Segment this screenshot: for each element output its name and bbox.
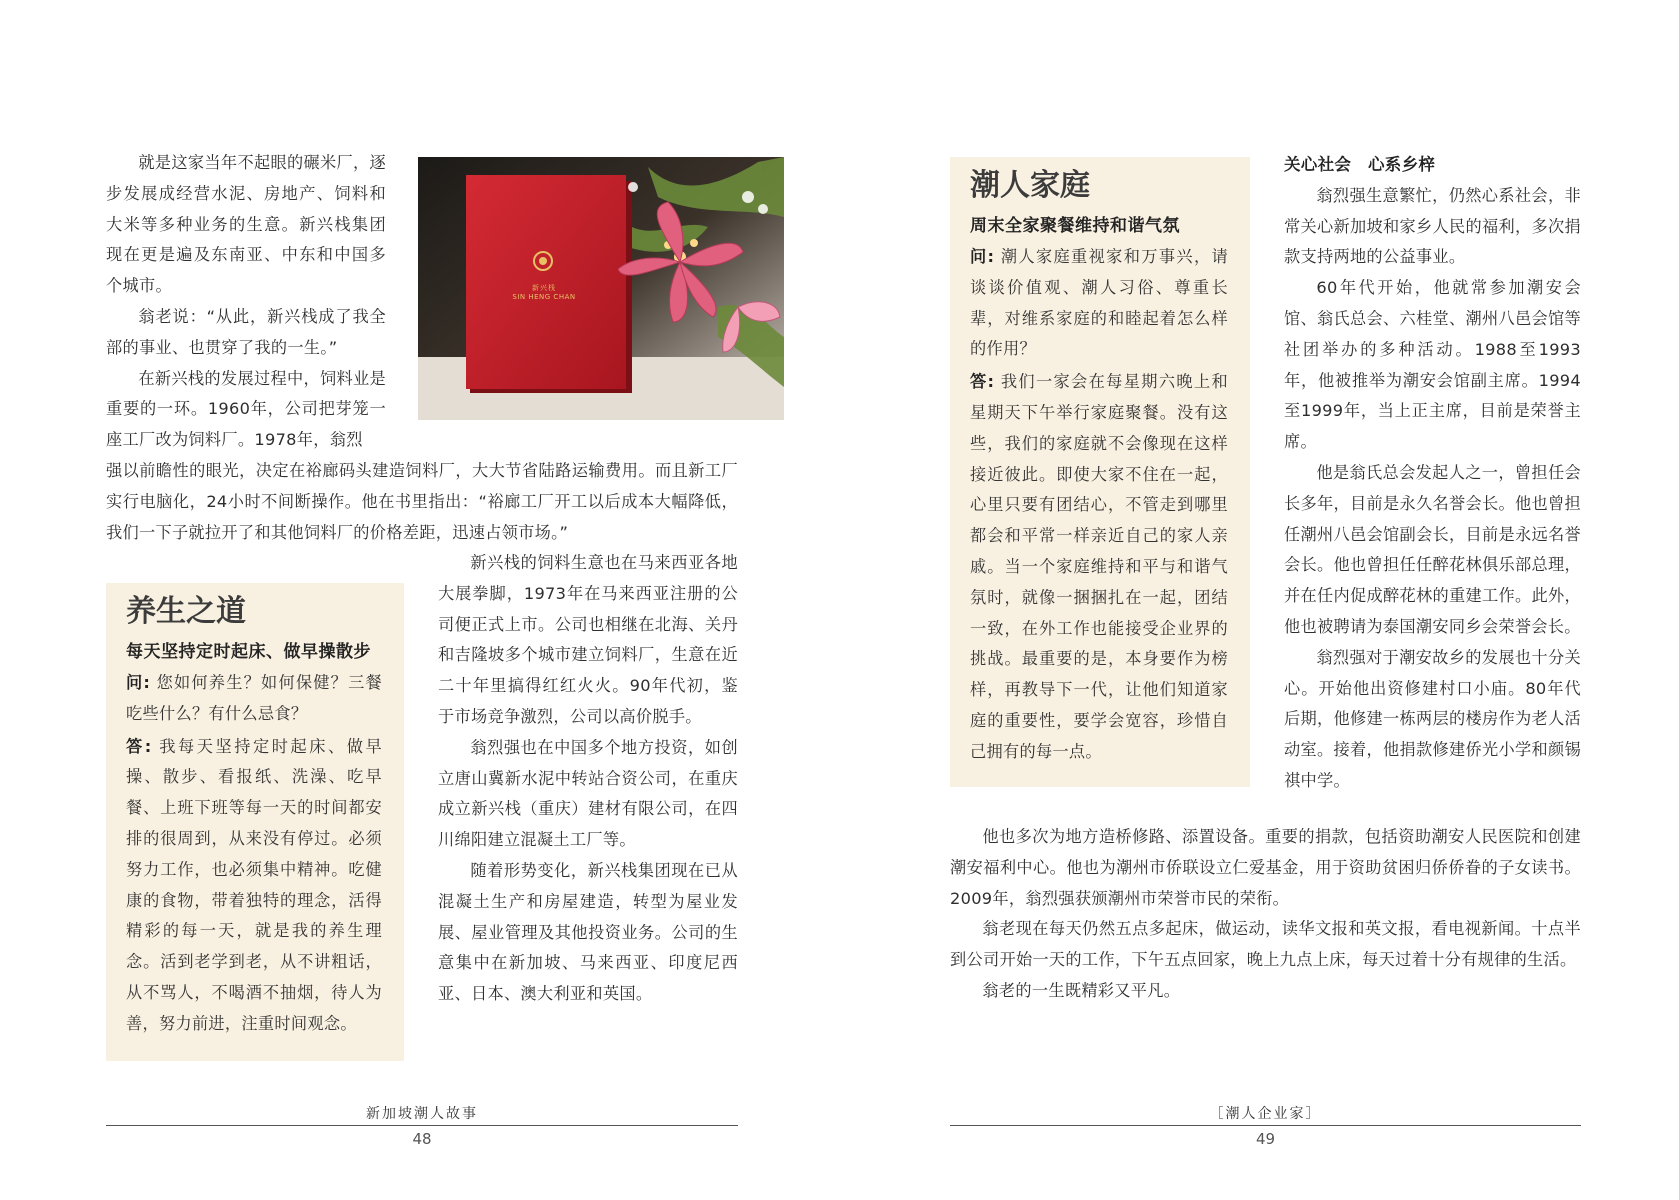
- paragraph: 随着形势变化，新兴栈集团现在已从混凝土生产和房屋建造，转型为屋业发展、屋业管理及其他投资业务。公司的生意集中在新加坡、马来西亚、印度尼西亚、日本、澳大利亚和英国。: [438, 860, 738, 1004]
- paragraph: 就是这家当年不起眼的碾米厂，逐步发展成经营水泥、房地产、饲料和大米等多种业务的生意。新兴栈集团现在更是遍及东南亚、中东和中国多个城市。: [106, 153, 386, 296]
- answer-label: 答:: [126, 736, 152, 756]
- paragraph: 翁老现在每天仍然五点多起床，做运动，读华文报和英文报，看电视新闻。十点半到公司开始一天的工作，下午五点回家，晚上九点上床，每天过着十分有规律的生活。: [950, 919, 1581, 970]
- paragraph: 他是翁氏总会发起人之一，曾担任会长多年，目前是永久名誉会长。他也曾担任潮州八邑会馆副会长，目前是永远名誉会长。他也曾担任任醉花林俱乐部总理，并在任内促成醉花林的重建工作。此外，他也被聘请为泰国潮安同乡会荣誉会长。: [1284, 462, 1581, 636]
- question-label: 问:: [970, 247, 995, 266]
- question-text: 潮人家庭重视家和万事兴，请谈谈价值观、潮人习俗、尊重长辈，对维系家庭的和睦起着怎么样的作用？: [970, 247, 1228, 359]
- answer: [970, 367, 1228, 767]
- section-heading: 关心社会 心系乡梓: [1284, 155, 1436, 174]
- book-brand-chinese: 新兴栈: [532, 284, 556, 292]
- question: [126, 668, 382, 730]
- left-wide-text: [106, 456, 738, 548]
- paragraph: 他也多次为地方造桥修路、添置设备。重要的捐款，包括资助潮安人民医院和创建潮安福利中心。他也为潮州市侨联设立仁爱基金，用于资助贫困归侨侨眷的子女读书。2009年，翁烈强获颁潮州市荣誉市民的荣衔。: [950, 827, 1581, 908]
- left-column-bottom-text: [438, 548, 738, 1010]
- photo-red-book-with-flowers: [418, 157, 784, 420]
- sidebar-body: [970, 242, 1228, 768]
- paragraph: 在新兴栈的发展过程中，饲料业是重要的一环。1960年，公司把芽笼一座工厂改为饲料厂。1978年，翁烈: [106, 368, 386, 450]
- answer: [126, 732, 382, 1040]
- left-page: [0, 0, 839, 1200]
- sidebar-subtitle: 周末全家聚餐维持和谐气氛: [970, 216, 1180, 236]
- paragraph: 翁烈强对于潮安故乡的发展也十分关心。开始他出资修建村口小庙。80年代后期，他修建一栋两层的楼房作为老人活动室。接着，他捐款修建侨光小学和颜锡祺中学。: [1284, 647, 1581, 790]
- sidebar-family: [950, 157, 1250, 787]
- footer-rule: [106, 1125, 738, 1126]
- right-column-text: [1284, 150, 1581, 797]
- answer-text: 我每天坚持定时起床、做早操、散步、看报纸、洗澡、吃早餐、上班下班等每一天的时间都安排的很周到，从来没有停过。必须努力工作，也必须集中精神。吃健康的食物，带着独特的理念，活得精彩的每一天，就是我的养生理念。活到老学到老，从不讲粗话，从不骂人，不喝酒不抽烟，待人为善，努力前进，注重时间观念。: [126, 736, 382, 1033]
- sidebar-title: 养生之道: [126, 594, 246, 629]
- question-text: 您如何养生？如何保健？三餐吃些什么？有什么忌食？: [126, 673, 382, 723]
- paragraph: 强以前瞻性的眼光，决定在裕廊码头建造饲料厂，大大节省陆路运输费用。而且新工厂实行电脑化，24小时不间断操作。他在书里指出：“裕廊工厂开工以后成本大幅降低，我们一下子就拉开了和其他饲料厂的价格差距，迅速占领市场。”: [106, 461, 738, 542]
- footer-rule: [950, 1125, 1581, 1126]
- sidebar-title: 潮人家庭: [970, 168, 1090, 203]
- right-wide-text: [950, 822, 1581, 1007]
- sidebar-body: [126, 668, 382, 1040]
- question: [970, 242, 1228, 365]
- paragraph: 新兴栈的饲料生意也在马来西亚各地大展拳脚，1973年在马来西亚注册的公司便正式上市。公司也相继在北海、关丹和吉隆坡多个城市建立饲料厂，生意在近二十年里搞得红红火火。90年代初，鉴于市场竞争激烈，公司以高价脱手。: [438, 553, 738, 726]
- running-footer-title: 新加坡潮人故事: [366, 1106, 478, 1122]
- answer-label: 答:: [970, 372, 995, 392]
- paragraph: 翁烈强生意繁忙，仍然心系社会，非常关心新加坡和家乡人民的福利，多次捐款支持两地的公益事业。: [1284, 185, 1581, 267]
- right-page: [840, 0, 1679, 1200]
- question-label: 问:: [126, 673, 151, 692]
- page-number: 49: [1255, 1130, 1276, 1148]
- paragraph: 翁老说：“从此，新兴栈成了我全部的事业、也贯穿了我的一生。”: [106, 306, 386, 357]
- book-brand-english: SIN HENG CHAN: [512, 293, 576, 301]
- paragraph: 翁老的一生既精彩又平凡。: [982, 980, 1181, 1000]
- left-column-top-text: [106, 148, 386, 456]
- page-number: 48: [412, 1130, 432, 1148]
- paragraph: 翁烈强也在中国多个地方投资，如创立唐山冀新水泥中转站合资公司，在重庆成立新兴栈（重庆）建材有限公司，在四川绵阳建立混凝土工厂等。: [438, 737, 738, 850]
- running-footer-title: ［潮人企业家］: [1209, 1106, 1322, 1122]
- sidebar-health: [106, 583, 404, 1061]
- answer-text: 我们一家会在每星期六晚上和星期天下午举行家庭聚餐。没有这些，我们的家庭就不会像现在这样接近彼此。即使大家不住在一起，心里只要有团结心，不管走到哪里都会和平常一样亲近自己的家人亲戚。当一个家庭维持和平与和谐气氛时，就像一捆捆扎在一起，团结一致，在外工作也能接受企业界的挑战。最重要的是，本身要作为榜样，再教导下一代，让他们知道家庭的重要性，要学会宽容，珍惜自己拥有的每一点。: [970, 372, 1228, 761]
- sidebar-subtitle: 每天坚持定时起床、做早操散步: [126, 642, 371, 662]
- paragraph: 60年代开始，他就常参加潮安会馆、翁氏总会、六桂堂、潮州八邑会馆等社团举办的多种活动。1988至1993年，他被推举为潮安会馆副主席。1994至1999年，当上正主席，目前是荣誉主席。: [1284, 278, 1581, 452]
